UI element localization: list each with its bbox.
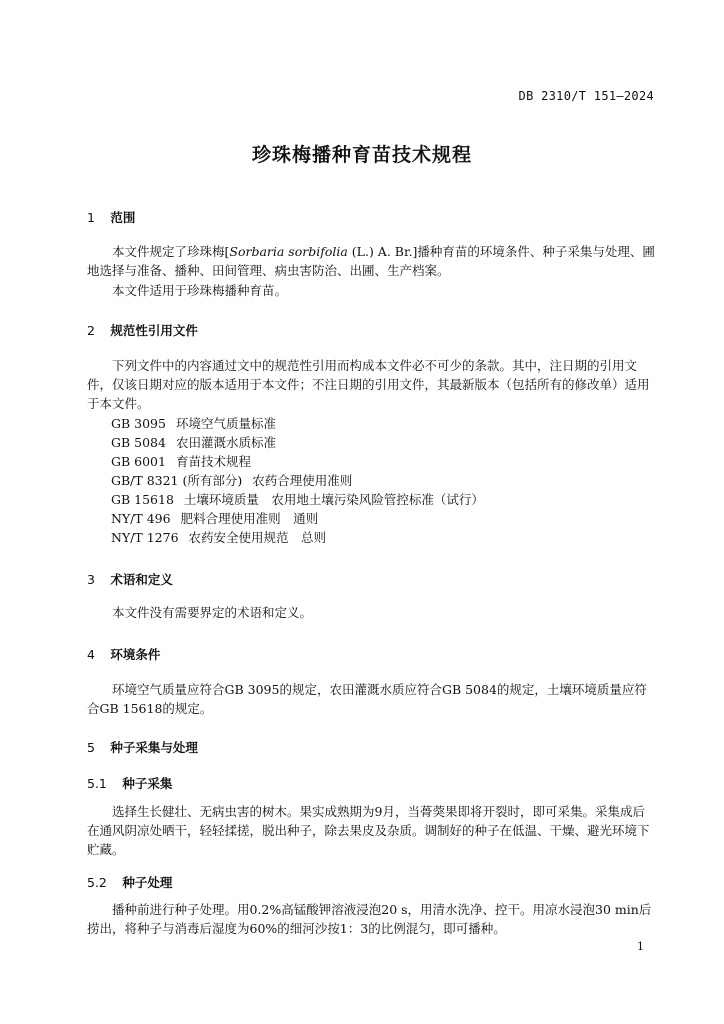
section-2-heading — [87, 321, 198, 339]
section-number: 1 — [87, 210, 95, 225]
subsection-title: 种子采集 — [122, 776, 173, 791]
section-number: 3 — [87, 572, 95, 587]
reference-list — [111, 414, 484, 547]
subsection-title: 种子处理 — [122, 875, 173, 890]
reference-item — [111, 414, 484, 433]
reference-item — [111, 452, 484, 471]
subsection-5-2-heading — [87, 873, 172, 891]
reference-item — [111, 509, 484, 528]
section-4-heading — [87, 645, 160, 663]
reference-code: GB 3095 — [111, 416, 166, 431]
page-number: 1 — [637, 940, 644, 953]
reference-title: 农田灌溉水质标准 — [175, 435, 276, 450]
scope-paragraph-1 — [87, 242, 657, 280]
reference-code: GB 5084 — [111, 435, 166, 450]
section-number: 2 — [87, 323, 95, 338]
subsection-5-1-heading — [87, 774, 172, 792]
subsection-number: 5.2 — [87, 875, 107, 890]
reference-item — [111, 528, 484, 547]
section-title: 规范性引用文件 — [110, 323, 198, 338]
terms-paragraph: 本文件没有需要界定的术语和定义。 — [112, 605, 313, 620]
subsection-number: 5.1 — [87, 776, 107, 791]
section-title: 范围 — [110, 210, 136, 225]
reference-title: 环境空气质量标准 — [175, 416, 276, 431]
reference-title: 肥料合理使用准则 通则 — [180, 511, 319, 526]
reference-title: 农药安全使用规范 总则 — [188, 530, 327, 545]
environment-paragraph: 环境空气质量应符合GB 3095的规定，农田灌溉水质应符合GB 5084的规定，土壤环境质量应符合GB 15618的规定。 — [87, 682, 647, 716]
reference-code: GB 15618 — [111, 492, 174, 507]
reference-code: NY/T 496 — [111, 511, 171, 526]
section-number: 5 — [87, 740, 95, 755]
reference-title: 土壤环境质量 农用地土壤污染风险管控标准（试行） — [183, 492, 484, 507]
reference-code: NY/T 1276 — [111, 530, 179, 545]
reference-item — [111, 471, 484, 490]
section-title: 种子采集与处理 — [110, 740, 198, 755]
section-title: 环境条件 — [110, 647, 161, 662]
latin-name: Sorbaria sorbifolia — [229, 244, 348, 259]
document-title: 珍珠梅播种育苗技术规程 — [251, 144, 472, 166]
reference-title: 农药合理使用准则 — [252, 473, 353, 488]
references-intro: 下列文件中的内容通过文中的规范性引用而构成本文件必不可少的条款。其中，注日期的引用文件，仅该日期对应的版本适用于本文件；不注日期的引用文件，其最新版本（包括所有的修改单）适用于本文件。 — [87, 358, 650, 411]
scope-text-b: (L.) A. Br.]播种育苗的环境条件、种子采集与处理、圃地选择与准备、播种、田间管理、病虫害防治、出圃、生产档案。 — [87, 244, 655, 278]
reference-title: 育苗技术规程 — [175, 454, 251, 469]
scope-text-a: 本文件规定了珍珠梅[ — [112, 244, 230, 259]
section-title: 术语和定义 — [110, 572, 173, 587]
reference-item — [111, 433, 484, 452]
scope-paragraph-2: 本文件适用于珍珠梅播种育苗。 — [112, 283, 288, 298]
seed-treatment-paragraph: 播种前进行种子处理。用0.2%高锰酸钾溶液浸泡20 s，用清水洗净、控干。用凉水浸泡30 min后捞出，将种子与消毒后湿度为60%的细河沙按1：3的比例混匀，即可播种。 — [87, 902, 652, 936]
section-3-heading — [87, 570, 173, 588]
reference-code: GB 6001 — [111, 454, 166, 469]
section-number: 4 — [87, 647, 95, 662]
seed-collection-paragraph: 选择生长健壮、无病虫害的树木。果实成熟期为9月，当蓇葖果即将开裂时，即可采集。采集成后在通风阴凉处晒干，轻轻揉搓，脱出种子，除去果皮及杂质。调制好的种子在低温、干燥、避光环境下贮藏。 — [87, 804, 650, 857]
section-5-heading — [87, 738, 198, 756]
standard-code: DB 2310/T 151—2024 — [518, 89, 654, 103]
reference-item — [111, 490, 484, 509]
section-1-heading — [87, 208, 135, 226]
reference-code: GB/T 8321 (所有部分) — [111, 473, 243, 488]
